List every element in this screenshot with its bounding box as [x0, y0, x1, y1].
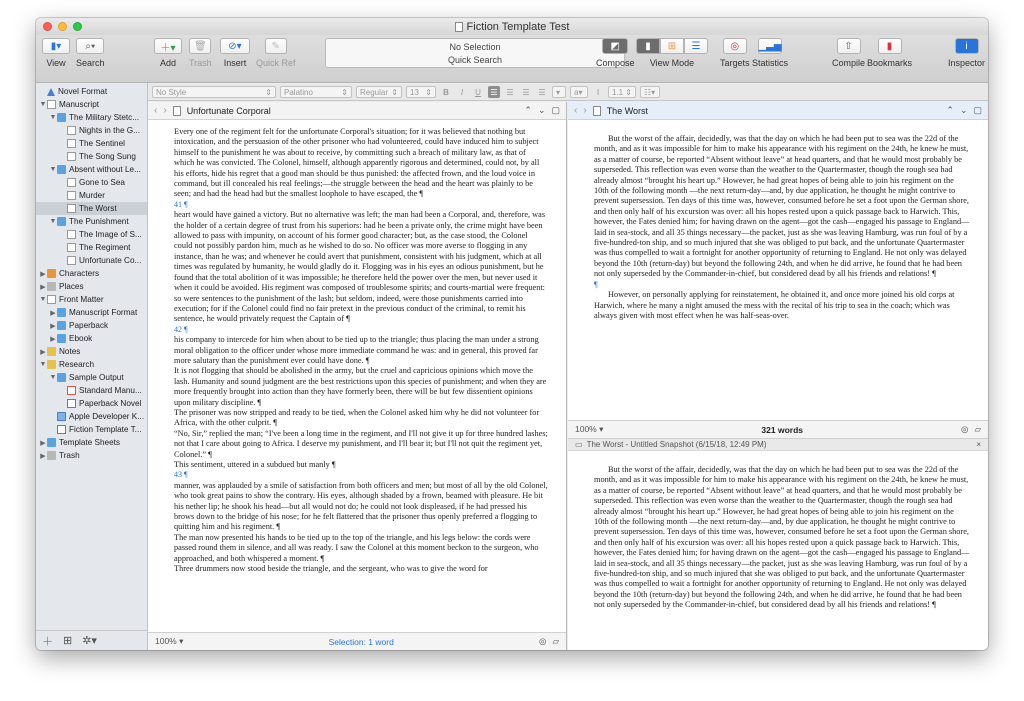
split-editor-button[interactable] [551, 105, 560, 116]
binder-item-label: Paperback Novel [79, 399, 142, 408]
document-icon [173, 106, 181, 116]
binder-item-label: Manuscript [59, 100, 100, 109]
right-zoom-select[interactable]: 100% ▾ [575, 424, 604, 434]
binder-item-label: Unfortunate Co... [79, 256, 142, 265]
right-editor-title[interactable]: The Worst [606, 105, 649, 116]
paragraph: heart would have gained a victory. But no alternative was left; the man had been a Corporal, and, therefore, was the holder of a certain degree of trust from his superiors: had he been a private only, the crime might have been allowed to pass with impunity, on account of his former good character; but, as the case stood, the Colonel could not possibly pardon him, much as he wished to do so. No officer was more averse to flogging in any instance, than he was; and whenever he could avert that punishment, consistent with his judgment, which at all times was regulated by humanity, he would gladly do it. Flogging was in his eyes an odious punishment, but he found that the total abolition of it was impossible; he therefore held the power over the men, but never used it when it could be avoided. His regiment was composed of troublesome spirits; and courts-martial were frequent: so were sentences to the punishment of the lash; but seldom, indeed, were those punishments carried into execution; for if the Colonel could find no fair pretext in the previous conduct of the criminal, to remit his sentence, he would privately request the Captain of ¶ [174, 210, 546, 324]
compose-button[interactable] [602, 38, 628, 54]
quickref-group [256, 38, 296, 68]
compose-icon: ◩ [610, 40, 620, 52]
left-editor-header [148, 102, 566, 120]
binder-item-label: Fiction Template T... [69, 425, 142, 434]
document-icon [67, 178, 76, 187]
chevron-updown-icon: ⇕ [265, 87, 272, 97]
underline-button[interactable]: U [475, 87, 481, 97]
targets-label: Targets [720, 58, 750, 68]
title-bar [36, 18, 988, 35]
next-document-button[interactable] [960, 105, 968, 116]
binder-item-label: Apple Developer K... [69, 412, 145, 421]
binder-item-label: Front Matter [59, 295, 104, 304]
paragraph: The prisoner was now stripped and ready to be tied, when the Colonel asked him why he did not volunteer for Africa, with the other culprit. ¶ [174, 407, 540, 428]
share-icon: ⇧ [844, 40, 853, 52]
binder-item[interactable] [36, 306, 147, 319]
forward-arrow-icon[interactable]: › [583, 105, 587, 116]
right-editor-header [568, 102, 988, 120]
document-icon [67, 399, 76, 408]
statistics-label: Statistics [752, 58, 789, 68]
compile-button[interactable] [837, 38, 861, 54]
previous-document-button[interactable] [524, 105, 532, 116]
chevron-down-icon: ⌄ [959, 105, 968, 115]
binder-item-label: The Worst [79, 204, 117, 213]
binder-item-label: Novel Format [58, 87, 108, 96]
inspector-group [948, 38, 985, 68]
plus-icon: ＋ [42, 635, 53, 648]
settings-button[interactable] [82, 634, 97, 647]
snapshot-text [568, 451, 988, 650]
italic-button[interactable]: I [460, 87, 464, 97]
folder-icon [57, 334, 66, 343]
close-icon: × [976, 440, 981, 449]
left-zoom-value: 100% [155, 636, 177, 646]
minimize-window-button[interactable] [58, 22, 67, 31]
binder-item[interactable] [36, 436, 147, 449]
add-group [154, 38, 182, 68]
disclosure-triangle-icon[interactable]: ▼ [49, 166, 57, 173]
binder-item[interactable] [36, 384, 147, 397]
corkboard-icon: ⊞ [667, 40, 677, 52]
binder-item-label: Absent without Le... [69, 165, 141, 174]
binder-item-label: The Punishment [69, 217, 129, 226]
binder-item-label: The Regiment [79, 243, 131, 252]
binder-item[interactable] [36, 228, 147, 241]
binder-item-label: Trash [59, 451, 80, 460]
disclosure-triangle-icon[interactable]: ▼ [39, 101, 47, 108]
font-size-select[interactable] [406, 86, 436, 98]
font-weight-value: Regular [360, 87, 389, 97]
font-size-value: 13 [410, 87, 419, 97]
paragraph: “No, Sir,” replied the man; “I've been a long time in the regiment, and I'll not give it up for three hundred lashes; not that I care about going to Africa. I deserve my punishment, and I'll bear it; but I'll not quit the regiment yet, Colonel.” ¶ [174, 428, 548, 459]
binder-item[interactable] [36, 241, 147, 254]
align-left-icon: ☰ [490, 87, 498, 97]
search-label: Search [76, 58, 105, 68]
binder-item-label: The Song Sung [79, 152, 136, 161]
binder-item[interactable] [36, 150, 147, 163]
document-icon [57, 425, 66, 434]
bold-button[interactable]: B [443, 87, 449, 97]
binder-item[interactable] [36, 124, 147, 137]
statistics-group [752, 38, 788, 68]
binder-item-label: Gone to Sea [79, 178, 125, 187]
binder-item-label: Standard Manu... [79, 386, 142, 395]
zoom-window-button[interactable] [73, 22, 82, 31]
folder-icon: ⊞ [63, 635, 73, 647]
split-icon: ▢ [551, 105, 560, 115]
compose-label: Compose [596, 58, 635, 68]
list-style-select[interactable] [640, 86, 660, 98]
binder-item-label: The Sentinel [79, 139, 125, 148]
insert-button[interactable] [220, 38, 250, 54]
binder-item[interactable] [36, 423, 147, 436]
document-icon [593, 106, 601, 116]
document-view-icon: ▮ [645, 40, 651, 52]
binder-item[interactable] [36, 371, 147, 384]
quick-search-field[interactable] [325, 38, 625, 68]
binder-item-label: Nights in the G... [79, 126, 140, 135]
binder-item-label: Places [59, 282, 84, 291]
bar-chart-icon: ▁▃▅ [758, 40, 782, 52]
snapshot-icon: ▭ [575, 440, 583, 449]
folder-icon [57, 217, 66, 226]
chevron-up-icon: ⌃ [524, 105, 532, 115]
compile-group [832, 38, 865, 68]
view-mode-label: View Mode [649, 58, 695, 68]
window-title [455, 21, 570, 33]
quick-search-label: Quick Search [447, 54, 503, 65]
quickref-button[interactable] [265, 38, 287, 54]
chevron-updown-icon: ⇕ [425, 87, 432, 97]
insert-group [220, 38, 250, 68]
format-bar [148, 84, 988, 101]
word-count: 321 words [761, 424, 803, 435]
chevron-updown-icon: ⇕ [391, 87, 398, 97]
right-editor-text[interactable] [568, 120, 988, 420]
binder-toggle-icon: ▮▾ [50, 40, 62, 52]
align-justify-icon: ☰ [538, 87, 546, 97]
binder-item[interactable] [36, 98, 147, 111]
document-icon [47, 100, 56, 109]
info-icon: i [965, 40, 968, 52]
binder-item[interactable] [36, 449, 147, 462]
paragraph: Three drummers now stood beside the triangle, and the sergeant, who was to give the word for [174, 564, 488, 574]
binder-item-label: Murder [79, 191, 105, 200]
document-icon [47, 347, 56, 356]
document-icon [455, 22, 463, 32]
statistics-button[interactable] [758, 38, 782, 54]
binder-item[interactable] [36, 189, 147, 202]
binder-bottom-bar [36, 630, 148, 650]
paragraph: his company to intercede for him when about to be tied up to the triangle; thus placing the man under a strong moral obligation to the officer under whose more immediate command he was: and in general, this proved far more salutary than the punishment ever could have done. ¶ [174, 335, 539, 365]
document-icon [47, 360, 56, 369]
page-number-marker: ¶ [594, 279, 598, 289]
quickref-label: Quick Ref [256, 58, 296, 68]
document-icon [47, 295, 56, 304]
gear-icon: ✲▾ [82, 635, 97, 647]
folder-icon [57, 113, 66, 122]
search-button[interactable] [76, 38, 104, 54]
target-icon: ◎ [539, 636, 547, 646]
binder-item[interactable] [36, 85, 147, 98]
binder-item[interactable] [36, 319, 147, 332]
warning-icon [47, 88, 55, 96]
document-icon [67, 243, 76, 252]
document-icon [67, 139, 76, 148]
paragraph: But the worst of the affair, decidedly, was that the day on which he had been put to sea was the 22d of the month, and as it was impossible for him to make his appearance with his regiment on the 24th, he knew he must, as a matter of course, be reported “Absent without leave” at head quarters, and that he would most probably be superseded. This reflection was even worse than the weather to the Quartermaster, though the rough sea had already almost “brought his heart up.” However, he had great hopes of being able to join his regiment on the 10th of the following month —the next return-day—and, by due application, he thought he might contrive to prevent supersession. Ten days of this time was, however, consumed before he set a foot upon the German shore, and then only half of his excursion was over: all his hopes rested upon a quick passage back to Harwich. This, however, the Fates denied him; for having drawn on the agent—got the cash—engaged his passage to England—laid in sea-stock, and all 35 things necessary—the packet, just as she was leaving Hamburg, was run foul of by a five-hundred-ton ship, and so much injured that she was obliged to put back, and the unfortunate Quartermaster was thus compelled to wait a fortnight for another opportunity of returning to England. He not only was delayed beyond the 10th (return-day) but beyond the following 24th, and when he did arrive, he found that he had been not only superseded by the Commander-in-chief, but considered dead by all his friends and relations! ¶ [594, 134, 970, 279]
document-icon [67, 126, 76, 135]
binder-item[interactable] [36, 254, 147, 267]
binder-item[interactable] [36, 293, 147, 306]
document-icon [67, 152, 76, 161]
paragraph: However, on personally applying for reinstatement, he obtained it, and once more joined his old corps at Harwich, where he many a night amused the mess with the recital of his trip to sea in the coach; which was always given with most effect when he was half-seas-over. [594, 290, 955, 320]
binder-item[interactable] [36, 280, 147, 293]
target-icon: ◎ [730, 40, 740, 52]
disclosure-triangle-icon[interactable]: ▶ [50, 335, 56, 343]
previous-document-button[interactable] [946, 105, 954, 116]
quick-search-status: No Selection [449, 41, 501, 52]
binder-item-label: The Military Stetc... [69, 113, 140, 122]
folder-icon [57, 321, 66, 330]
view-mode-group [636, 38, 708, 68]
toolbar [36, 35, 988, 83]
bookmarks-button[interactable] [878, 38, 902, 54]
quickref-icon: ✎ [271, 40, 280, 52]
window-title-text: Fiction Template Test [466, 20, 570, 33]
binder-item[interactable] [36, 267, 147, 280]
view-mode-segmented [636, 38, 708, 54]
right-zoom-value: 100% [575, 424, 597, 434]
split-icon: ▢ [973, 105, 982, 115]
folder-icon [57, 308, 66, 317]
font-weight-select[interactable] [356, 86, 402, 98]
back-arrow-icon[interactable]: ‹ [574, 105, 578, 116]
align-right-icon: ☰ [522, 87, 530, 97]
binder-item[interactable] [36, 111, 147, 124]
folder-icon [57, 373, 66, 382]
binder-item[interactable] [36, 202, 147, 215]
paperclip-icon: ⊘▾ [228, 40, 242, 52]
binder-item-label: The Image of S... [79, 230, 142, 239]
paragraph: This sentiment, uttered in a subdued but manly ¶ [174, 460, 336, 469]
targets-group [720, 38, 750, 68]
page-number-marker: 43 ¶ [174, 470, 188, 480]
binder-item[interactable] [36, 345, 147, 358]
chevron-down-icon: ▾ [556, 87, 561, 97]
binder-item[interactable] [36, 137, 147, 150]
page-menu-icon: ▱ [552, 636, 559, 646]
inspector-label: Inspector [948, 58, 986, 68]
bookmark-icon: ▮ [886, 40, 893, 52]
document-icon [67, 230, 76, 239]
disclosure-triangle-icon[interactable]: ▶ [50, 309, 56, 317]
right-target-button[interactable] [961, 424, 968, 435]
disclosure-triangle-icon[interactable]: ▶ [40, 439, 46, 447]
add-folder-button[interactable] [63, 634, 72, 647]
left-target-button[interactable] [539, 636, 546, 647]
binder-item[interactable] [36, 358, 147, 371]
font-family-value: Palatino [284, 87, 313, 97]
font-family-select[interactable] [280, 86, 352, 98]
chevron-updown-icon: ⇕ [625, 87, 632, 97]
left-footer-menu-button[interactable] [552, 636, 559, 647]
line-spacing-select[interactable] [608, 86, 636, 98]
binder-item-label: Manuscript Format [69, 308, 138, 317]
bookmarks-label: Bookmarks [867, 58, 913, 68]
bookmarks-group [867, 38, 912, 68]
view-mode-corkboard-button[interactable] [660, 38, 684, 54]
disclosure-triangle-icon[interactable]: ▼ [49, 218, 57, 225]
align-right-button[interactable] [520, 86, 532, 98]
binder-item[interactable] [36, 163, 147, 176]
trash-label: Trash [189, 58, 212, 68]
page-menu-icon: ▱ [974, 424, 981, 434]
inspector-button[interactable] [955, 38, 979, 54]
disclosure-triangle-icon[interactable]: ▶ [40, 270, 46, 278]
document-icon [47, 269, 56, 278]
document-icon [67, 256, 76, 265]
paragraph: Every one of the regiment felt for the unfortunate Corporal's situation; for it was believed that nothing but intoxication, and the persuasion of the other prisoner who had volunteered, could have induced him to subject himself to the punishment he was about to receive, by committing such a breach of military law, as that of which he was convicted. The Colonel, himself, although apparently rigorous and determined, could not, by all his efforts, hide his regret that a good man should be thus punished: the affected frown, and the loud voice in command, but ill concealed his real feelings;—the struggle between the head and the heart was plainly to be seen; and had the head had but the smallest loophole to have escaped, the ¶ [174, 127, 540, 199]
disclosure-triangle-icon[interactable]: ▶ [40, 348, 46, 356]
trash-group [189, 38, 212, 68]
back-arrow-icon[interactable]: ‹ [154, 105, 158, 116]
disclosure-triangle-icon[interactable]: ▼ [49, 374, 57, 381]
app-window [36, 18, 988, 650]
document-icon [67, 386, 76, 395]
binder-item[interactable] [36, 397, 147, 410]
left-editor-title[interactable]: Unfortunate Corporal [186, 105, 271, 116]
view-label: View [46, 58, 66, 68]
add-button[interactable] [154, 38, 182, 54]
disclosure-triangle-icon[interactable]: ▼ [39, 296, 47, 303]
disclosure-triangle-icon[interactable]: ▶ [50, 322, 56, 330]
paragraph: It is not flogging that should be abolished in the army, but the cruel and capricious opinions which move the lash. Humanity and sound judgment are the best restrictions upon this species of punishment; and when they are more frequently brought into action than they have formerly been, there will be but few dissentient opinions upon military discipline. ¶ [174, 366, 547, 407]
style-select-value: No Style [156, 87, 187, 97]
binder-item-label: Template Sheets [59, 438, 120, 447]
selection-count: Selection: 1 word [328, 636, 394, 647]
add-item-button[interactable] [42, 633, 53, 649]
split-editor-button[interactable] [973, 105, 982, 116]
close-snapshot-button[interactable] [976, 440, 981, 449]
text-color-select[interactable] [552, 86, 566, 98]
chevron-up-icon: ⌃ [946, 105, 954, 115]
left-editor-text[interactable] [148, 120, 566, 632]
binder-item-label: Research [59, 360, 95, 369]
document-icon [57, 412, 66, 421]
search-icon: ⌕▾ [85, 40, 96, 52]
disclosure-triangle-icon[interactable]: ▶ [40, 452, 46, 460]
binder-item[interactable] [36, 176, 147, 189]
paragraph: The man now presented his hands to be tied up to the top of the triangle, and his legs below: the cords were passed round them in silence, and all was ready. I saw the Colonel at this moment beckon to the surgeon, who approached, and both whispered a moment. ¶ [174, 532, 539, 563]
window-controls [43, 22, 82, 31]
trash-button[interactable] [189, 38, 211, 54]
plus-icon: ＋▾ [160, 42, 176, 54]
view-mode-document-button[interactable] [636, 38, 660, 54]
page-number-marker: 42 ¶ [174, 324, 188, 334]
binder-item[interactable] [36, 215, 147, 228]
disclosure-triangle-icon[interactable]: ▶ [40, 283, 46, 291]
align-center-button[interactable] [504, 86, 516, 98]
view-mode-outline-button[interactable] [684, 38, 708, 54]
line-spacing-value: 1.1 [612, 87, 624, 97]
highlight-color-select[interactable] [570, 86, 588, 98]
view-group [42, 38, 70, 68]
paragraph: manner, was applauded by a smile of satisfaction from both officers and men; but most of all by the old Colonel, who took great pains to show the contrary. His eyes, although shaded by a frown, beamed with pleasure. He bit his nether lip; he shook his head—but all would not do; he could not look displeased, if he had pressed his brows down to the bridge of his nose; for he felt flattered that the prisoner thus openly preferred a flogging to quitting him and his regiment. ¶ [174, 480, 548, 532]
binder-item-label: Ebook [69, 334, 93, 343]
document-icon [67, 191, 76, 200]
close-window-button[interactable] [43, 22, 52, 31]
right-footer-menu-button[interactable] [974, 424, 981, 435]
binder-item-label: Characters [59, 269, 100, 278]
page-number-marker: 41 ¶ [174, 199, 188, 209]
binder-item[interactable] [36, 332, 147, 345]
left-editor [148, 102, 567, 650]
align-center-icon: ☰ [506, 87, 514, 97]
insert-label: Insert [223, 58, 247, 68]
style-select[interactable] [152, 86, 276, 98]
binder-item-label: Paperback [69, 321, 109, 330]
binder-item[interactable] [36, 410, 147, 423]
view-button[interactable] [42, 38, 70, 54]
highlight-icon: a▾ [574, 87, 583, 97]
right-editor [568, 102, 988, 650]
snapshot-bar [568, 438, 988, 451]
left-editor-footer [148, 632, 566, 650]
binder-item-label: Sample Output [69, 373, 124, 382]
search-group [76, 38, 105, 68]
left-zoom-select[interactable]: 100% ▾ [155, 636, 184, 646]
right-editor-footer [568, 420, 988, 438]
document-icon [67, 204, 76, 213]
binder-list [36, 83, 147, 462]
chevron-updown-icon: ⇕ [341, 87, 348, 97]
next-document-button[interactable] [538, 105, 546, 116]
line-spacing-icon: Ⅰ [596, 87, 600, 97]
forward-arrow-icon[interactable]: › [163, 105, 167, 116]
align-justify-button[interactable] [536, 86, 548, 98]
outline-icon: ☰ [691, 40, 701, 52]
compose-group [596, 38, 635, 68]
paragraph: But the worst of the affair, decidedly, was that the day on which he had been put to sea was the 22d of the month, and as it was impossible for him to make his appearance with his regiment on the 24th, he knew he must, as a matter of course, be reported “Absent without leave” at head quarters, and that he would most probably be superseded. This reflection was even worse than the weather to the Quartermaster, though the rough sea had already almost “brought his heart up.” However, he had great hopes of being able to join his regiment on the 10th of the following month —the next return-day—and, by due application, he thought he might contrive to prevent supersession. Ten days of this time was, however, consumed before he set a foot upon the German shore, and then only half of his excursion was over: all his hopes rested upon a quick passage back to Harwich. This, however, the Fates denied him; for having drawn on the agent—got the cash—engaged his passage to England—laid in sea-stock, and all 35 things necessary—the packet, just as she was leaving Hamburg, was run foul of by a five-hundred-ton ship, and so much injured that she was obliged to put back, and the unfortunate Quartermaster was thus compelled to wait a fortnight for another opportunity of returning to England. He not only was delayed beyond the 10th (return-day) but beyond the following 24th, and when he did arrive, he found that he had been not only superseded by the Commander-in-chief, but considered dead by all his friends and relations! ¶ [594, 465, 970, 610]
disclosure-triangle-icon[interactable]: ▼ [39, 361, 47, 368]
target-icon: ◎ [961, 424, 969, 434]
folder-icon [47, 438, 56, 447]
chevron-down-icon: ⌄ [537, 105, 546, 115]
document-icon [47, 282, 56, 291]
disclosure-triangle-icon[interactable]: ▼ [49, 114, 57, 121]
trash-icon: 🗑 [193, 40, 207, 52]
compile-label: Compile [832, 58, 866, 68]
list-icon: ☷▾ [644, 87, 656, 97]
snapshot-title: The Worst - Untitled Snapshot (6/15/18, 12:49 PM) [586, 440, 767, 449]
targets-button[interactable] [723, 38, 747, 54]
add-label: Add [159, 58, 176, 68]
binder-item-label: Notes [59, 347, 81, 356]
document-icon [47, 451, 56, 460]
binder-sidebar [36, 83, 148, 650]
folder-icon [57, 165, 66, 174]
align-left-button[interactable] [488, 86, 500, 98]
